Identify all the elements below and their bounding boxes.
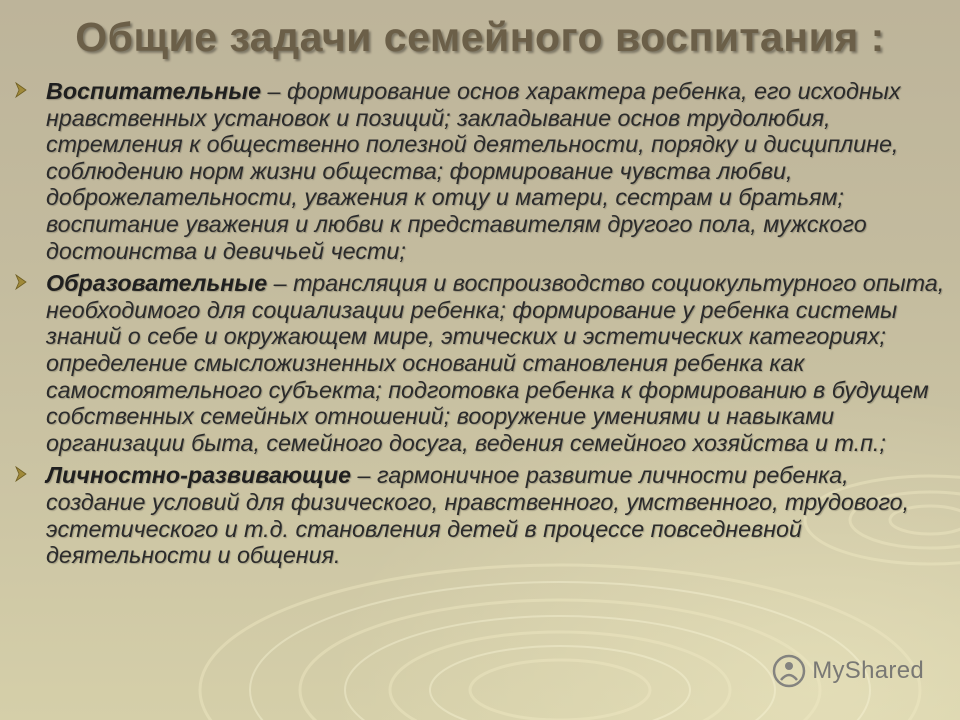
arrow-bullet-icon <box>14 466 28 482</box>
myshared-logo-icon <box>772 654 806 688</box>
watermark-text: MyShared <box>812 657 924 684</box>
task-term: Личностно-развивающие <box>46 462 352 489</box>
task-description: – гармоничное развитие личности ребенка, создание условий для физического, нравственного, умственного, трудового, эстетического и т.д. становления детей в процессе повседневной деятельности и общения. <box>46 462 910 569</box>
arrow-bullet-icon <box>14 82 28 98</box>
arrow-bullet-icon <box>14 274 28 290</box>
myshared-watermark <box>772 654 924 688</box>
task-description: – трансляция и воспроизводство социокультурного опыта, необходимого для социализации ребенка; формирование у ребенка системы знаний о себе и окружающем мире, этических и эстетических категориях; определение смысложизненных оснований становления ребенка как самостоятельного субъекта; подготовка ребенка к формированию в будущем собственных семейных отношений; вооружение умениями и навыками организации быта, семейного досуга, ведения семейного хозяйства и т.п.; <box>46 270 945 456</box>
task-item-cognitive <box>12 270 947 456</box>
task-list <box>12 78 947 575</box>
slide-title: Общие задачи семейного воспитания : <box>75 14 885 60</box>
task-item-personal-development <box>12 462 947 568</box>
task-term: Воспитательные <box>46 78 262 104</box>
task-description: – формирование основ характера ребенка, его исходных нравственных установок и позиций; закладывание основ трудолюбия, стремления к общественно полезной деятельности, порядку и дисциплине, соблюдению норм жизни общества; формирование чувства любви, доброжелательности, уважения к отцу и матери, сестрам и братьям; воспитание уважения и любви к представителям другого пола, мужского достоинства и девичьей чести; <box>46 78 901 264</box>
task-item-educational <box>12 78 947 264</box>
task-term: Образовательные <box>46 270 268 297</box>
